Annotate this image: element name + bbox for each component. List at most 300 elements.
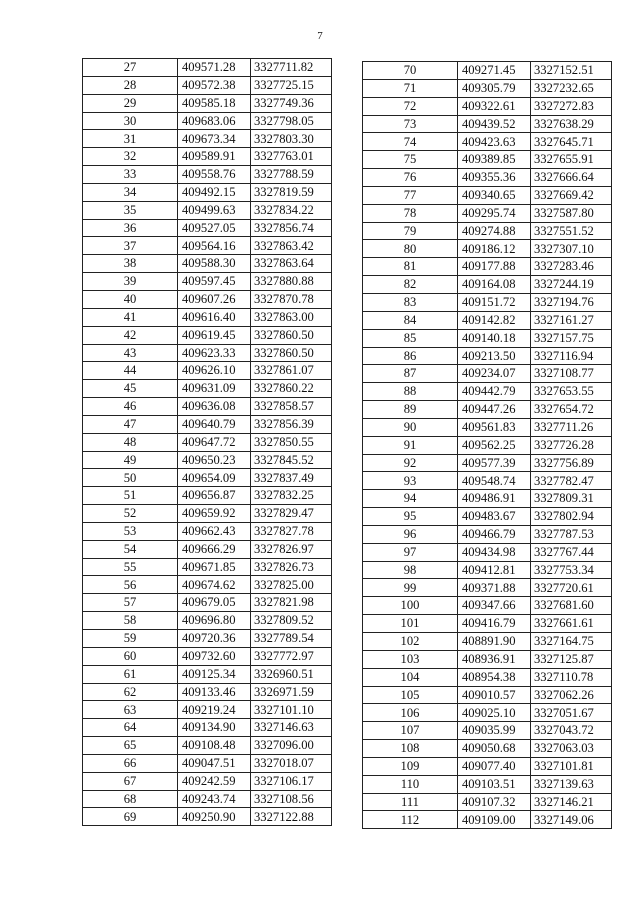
y-coordinate-cell: 3327788.59: [251, 166, 332, 184]
table-row: [83, 594, 332, 612]
x-coordinate-cell: 409164.08: [458, 276, 531, 294]
table-row: [83, 808, 332, 826]
x-coordinate-cell: 409047.51: [178, 754, 251, 772]
page-number: 7: [317, 30, 323, 42]
y-coordinate-cell: 3327860.50: [251, 344, 332, 362]
y-coordinate-cell: 3327829.47: [251, 505, 332, 523]
y-coordinate-cell: 3327307.10: [531, 240, 612, 258]
table-row: [363, 347, 612, 365]
point-number-cell: 66: [83, 754, 178, 772]
y-coordinate-cell: 3327232.65: [531, 79, 612, 97]
x-coordinate-cell: 409133.46: [178, 683, 251, 701]
table-row: [83, 76, 332, 94]
table-row: [363, 169, 612, 187]
table-row: [83, 558, 332, 576]
x-coordinate-cell: 409447.26: [458, 401, 531, 419]
table-row: [83, 326, 332, 344]
y-coordinate-cell: 3327244.19: [531, 276, 612, 294]
point-number-cell: 78: [363, 204, 458, 222]
table-row: [83, 398, 332, 416]
point-number-cell: 50: [83, 469, 178, 487]
x-coordinate-cell: 409732.60: [178, 647, 251, 665]
point-number-cell: 54: [83, 540, 178, 558]
table-row: [363, 686, 612, 704]
x-coordinate-cell: 409213.50: [458, 347, 531, 365]
y-coordinate-cell: 3327861.07: [251, 362, 332, 380]
x-coordinate-cell: 409186.12: [458, 240, 531, 258]
table-row: [83, 665, 332, 683]
x-coordinate-cell: 409647.72: [178, 433, 251, 451]
point-number-cell: 60: [83, 647, 178, 665]
point-number-cell: 42: [83, 326, 178, 344]
y-coordinate-cell: 3327681.60: [531, 597, 612, 615]
table-row: [83, 344, 332, 362]
point-number-cell: 72: [363, 97, 458, 115]
table-row: [363, 472, 612, 490]
y-coordinate-cell: 3327655.91: [531, 151, 612, 169]
x-coordinate-cell: 409631.09: [178, 380, 251, 398]
y-coordinate-cell: 3327826.97: [251, 540, 332, 558]
x-coordinate-cell: 409654.09: [178, 469, 251, 487]
table-row: [83, 112, 332, 130]
x-coordinate-cell: 409010.57: [458, 686, 531, 704]
table-row: [363, 276, 612, 294]
x-coordinate-cell: 409671.85: [178, 558, 251, 576]
y-coordinate-cell: 3327146.63: [251, 719, 332, 737]
x-coordinate-cell: 409142.82: [458, 311, 531, 329]
table-row: [83, 505, 332, 523]
point-number-cell: 86: [363, 347, 458, 365]
y-coordinate-cell: 3327194.76: [531, 293, 612, 311]
table-row: [83, 308, 332, 326]
x-coordinate-cell: 409666.29: [178, 540, 251, 558]
point-number-cell: 95: [363, 508, 458, 526]
table-row: [83, 166, 332, 184]
x-coordinate-cell: 409035.99: [458, 722, 531, 740]
table-row: [363, 240, 612, 258]
point-number-cell: 35: [83, 201, 178, 219]
point-number-cell: 58: [83, 612, 178, 630]
y-coordinate-cell: 3327767.44: [531, 543, 612, 561]
x-coordinate-cell: 409442.79: [458, 383, 531, 401]
point-number-cell: 45: [83, 380, 178, 398]
point-number-cell: 109: [363, 757, 458, 775]
table-row: [363, 615, 612, 633]
table-row: [363, 418, 612, 436]
table-row: [363, 775, 612, 793]
point-number-cell: 98: [363, 561, 458, 579]
point-number-cell: 67: [83, 772, 178, 790]
point-number-cell: 88: [363, 383, 458, 401]
y-coordinate-cell: 3327821.98: [251, 594, 332, 612]
table-row: [363, 740, 612, 758]
table-row: [363, 793, 612, 811]
x-coordinate-cell: 409271.45: [458, 62, 531, 80]
y-coordinate-cell: 3327272.83: [531, 97, 612, 115]
y-coordinate-cell: 3327711.26: [531, 418, 612, 436]
y-coordinate-cell: 3327096.00: [251, 737, 332, 755]
y-coordinate-cell: 3327157.75: [531, 329, 612, 347]
x-coordinate-cell: 409674.62: [178, 576, 251, 594]
table-row: [83, 451, 332, 469]
point-number-cell: 62: [83, 683, 178, 701]
table-row: [83, 754, 332, 772]
x-coordinate-cell: 409683.06: [178, 112, 251, 130]
y-coordinate-cell: 3327803.30: [251, 130, 332, 148]
point-number-cell: 33: [83, 166, 178, 184]
point-number-cell: 30: [83, 112, 178, 130]
table-row: [83, 647, 332, 665]
x-coordinate-cell: 409140.18: [458, 329, 531, 347]
x-coordinate-cell: 409548.74: [458, 472, 531, 490]
x-coordinate-cell: 409108.48: [178, 737, 251, 755]
y-coordinate-cell: 3327149.06: [531, 811, 612, 829]
point-number-cell: 44: [83, 362, 178, 380]
table-row: [363, 133, 612, 151]
y-coordinate-cell: 3327146.21: [531, 793, 612, 811]
y-coordinate-cell: 3327152.51: [531, 62, 612, 80]
point-number-cell: 85: [363, 329, 458, 347]
x-coordinate-cell: 409564.16: [178, 237, 251, 255]
x-coordinate-cell: 409588.30: [178, 255, 251, 273]
x-coordinate-cell: 409659.92: [178, 505, 251, 523]
point-number-cell: 29: [83, 94, 178, 112]
point-number-cell: 53: [83, 522, 178, 540]
point-number-cell: 69: [83, 808, 178, 826]
point-number-cell: 55: [83, 558, 178, 576]
x-coordinate-cell: 409423.63: [458, 133, 531, 151]
y-coordinate-cell: 3327763.01: [251, 148, 332, 166]
table-row: [363, 633, 612, 651]
y-coordinate-cell: 3327125.87: [531, 650, 612, 668]
y-coordinate-cell: 3327161.27: [531, 311, 612, 329]
y-coordinate-cell: 3327051.67: [531, 704, 612, 722]
point-number-cell: 27: [83, 59, 178, 77]
table-row: [363, 186, 612, 204]
x-coordinate-cell: 409134.90: [178, 719, 251, 737]
x-coordinate-cell: 409347.66: [458, 597, 531, 615]
point-number-cell: 90: [363, 418, 458, 436]
x-coordinate-cell: 409125.34: [178, 665, 251, 683]
table-row: [83, 612, 332, 630]
y-coordinate-cell: 3327825.00: [251, 576, 332, 594]
table-row: [363, 151, 612, 169]
x-coordinate-cell: 409571.28: [178, 59, 251, 77]
point-number-cell: 28: [83, 76, 178, 94]
point-number-cell: 40: [83, 290, 178, 308]
y-coordinate-cell: 3327787.53: [531, 525, 612, 543]
point-number-cell: 97: [363, 543, 458, 561]
x-coordinate-cell: 409572.38: [178, 76, 251, 94]
point-number-cell: 70: [363, 62, 458, 80]
x-coordinate-cell: 409589.91: [178, 148, 251, 166]
x-coordinate-cell: 409305.79: [458, 79, 531, 97]
y-coordinate-cell: 3327638.29: [531, 115, 612, 133]
y-coordinate-cell: 3326960.51: [251, 665, 332, 683]
y-coordinate-cell: 3327856.39: [251, 415, 332, 433]
table-row: [83, 380, 332, 398]
y-coordinate-cell: 3327726.28: [531, 436, 612, 454]
x-coordinate-cell: 409050.68: [458, 740, 531, 758]
point-number-cell: 49: [83, 451, 178, 469]
x-coordinate-cell: 409243.74: [178, 790, 251, 808]
table-row: [83, 148, 332, 166]
table-row: [83, 219, 332, 237]
table-row: [363, 115, 612, 133]
point-number-cell: 68: [83, 790, 178, 808]
table-row: [363, 722, 612, 740]
y-coordinate-cell: 3327283.46: [531, 258, 612, 276]
point-number-cell: 82: [363, 276, 458, 294]
table-row: [363, 401, 612, 419]
y-coordinate-cell: 3327863.00: [251, 308, 332, 326]
x-coordinate-cell: 409250.90: [178, 808, 251, 826]
y-coordinate-cell: 3327725.15: [251, 76, 332, 94]
x-coordinate-cell: 409561.83: [458, 418, 531, 436]
table-row: [83, 487, 332, 505]
x-coordinate-cell: 409389.85: [458, 151, 531, 169]
y-coordinate-cell: 3327753.34: [531, 561, 612, 579]
y-coordinate-cell: 3327809.31: [531, 490, 612, 508]
point-number-cell: 38: [83, 255, 178, 273]
y-coordinate-cell: 3327164.75: [531, 633, 612, 651]
point-number-cell: 34: [83, 183, 178, 201]
table-row: [83, 255, 332, 273]
point-number-cell: 92: [363, 454, 458, 472]
x-coordinate-cell: 409412.81: [458, 561, 531, 579]
point-number-cell: 48: [83, 433, 178, 451]
point-number-cell: 43: [83, 344, 178, 362]
table-row: [83, 737, 332, 755]
point-number-cell: 89: [363, 401, 458, 419]
table-row: [363, 811, 612, 829]
y-coordinate-cell: 3327122.88: [251, 808, 332, 826]
coordinates-table-left: [82, 58, 332, 826]
x-coordinate-cell: 409492.15: [178, 183, 251, 201]
table-row: [363, 597, 612, 615]
point-number-cell: 110: [363, 775, 458, 793]
x-coordinate-cell: 409434.98: [458, 543, 531, 561]
x-coordinate-cell: 409623.33: [178, 344, 251, 362]
y-coordinate-cell: 3327850.55: [251, 433, 332, 451]
table-row: [83, 273, 332, 291]
table-row: [83, 790, 332, 808]
y-coordinate-cell: 3326971.59: [251, 683, 332, 701]
x-coordinate-cell: 409636.08: [178, 398, 251, 416]
table-row: [363, 79, 612, 97]
point-number-cell: 99: [363, 579, 458, 597]
point-number-cell: 37: [83, 237, 178, 255]
point-number-cell: 79: [363, 222, 458, 240]
y-coordinate-cell: 3327832.25: [251, 487, 332, 505]
x-coordinate-cell: 409371.88: [458, 579, 531, 597]
point-number-cell: 94: [363, 490, 458, 508]
point-number-cell: 36: [83, 219, 178, 237]
y-coordinate-cell: 3327860.22: [251, 380, 332, 398]
point-number-cell: 56: [83, 576, 178, 594]
table-row: [83, 772, 332, 790]
point-number-cell: 71: [363, 79, 458, 97]
y-coordinate-cell: 3327661.61: [531, 615, 612, 633]
y-coordinate-cell: 3327063.03: [531, 740, 612, 758]
table-row: [83, 522, 332, 540]
y-coordinate-cell: 3327106.17: [251, 772, 332, 790]
y-coordinate-cell: 3327856.74: [251, 219, 332, 237]
y-coordinate-cell: 3327834.22: [251, 201, 332, 219]
y-coordinate-cell: 3327645.71: [531, 133, 612, 151]
y-coordinate-cell: 3327101.81: [531, 757, 612, 775]
y-coordinate-cell: 3327720.61: [531, 579, 612, 597]
point-number-cell: 39: [83, 273, 178, 291]
point-number-cell: 83: [363, 293, 458, 311]
point-number-cell: 63: [83, 701, 178, 719]
x-coordinate-cell: 408891.90: [458, 633, 531, 651]
table-row: [363, 561, 612, 579]
point-number-cell: 80: [363, 240, 458, 258]
y-coordinate-cell: 3327802.94: [531, 508, 612, 526]
point-number-cell: 75: [363, 151, 458, 169]
point-number-cell: 91: [363, 436, 458, 454]
table-row: [363, 97, 612, 115]
x-coordinate-cell: 409219.24: [178, 701, 251, 719]
point-number-cell: 96: [363, 525, 458, 543]
x-coordinate-cell: 409616.40: [178, 308, 251, 326]
x-coordinate-cell: 409274.88: [458, 222, 531, 240]
x-coordinate-cell: 409607.26: [178, 290, 251, 308]
y-coordinate-cell: 3327819.59: [251, 183, 332, 201]
x-coordinate-cell: 409640.79: [178, 415, 251, 433]
point-number-cell: 107: [363, 722, 458, 740]
table-row: [83, 630, 332, 648]
table-row: [363, 258, 612, 276]
y-coordinate-cell: 3327110.78: [531, 668, 612, 686]
y-coordinate-cell: 3327809.52: [251, 612, 332, 630]
table-row: [363, 543, 612, 561]
point-number-cell: 59: [83, 630, 178, 648]
x-coordinate-cell: 409527.05: [178, 219, 251, 237]
table-row: [363, 293, 612, 311]
y-coordinate-cell: 3327772.97: [251, 647, 332, 665]
table-row: [363, 704, 612, 722]
x-coordinate-cell: 409340.65: [458, 186, 531, 204]
x-coordinate-cell: 409151.72: [458, 293, 531, 311]
y-coordinate-cell: 3327870.78: [251, 290, 332, 308]
x-coordinate-cell: 409242.59: [178, 772, 251, 790]
point-number-cell: 106: [363, 704, 458, 722]
table-row: [83, 719, 332, 737]
x-coordinate-cell: 409662.43: [178, 522, 251, 540]
point-number-cell: 73: [363, 115, 458, 133]
point-number-cell: 31: [83, 130, 178, 148]
table-row: [363, 222, 612, 240]
y-coordinate-cell: 3327669.42: [531, 186, 612, 204]
y-coordinate-cell: 3327654.72: [531, 401, 612, 419]
y-coordinate-cell: 3327782.47: [531, 472, 612, 490]
x-coordinate-cell: 408936.91: [458, 650, 531, 668]
x-coordinate-cell: 409720.36: [178, 630, 251, 648]
x-coordinate-cell: 409577.39: [458, 454, 531, 472]
x-coordinate-cell: 408954.38: [458, 668, 531, 686]
y-coordinate-cell: 3327101.10: [251, 701, 332, 719]
point-number-cell: 103: [363, 650, 458, 668]
table-row: [83, 576, 332, 594]
table-row: [363, 454, 612, 472]
x-coordinate-cell: 409295.74: [458, 204, 531, 222]
y-coordinate-cell: 3327827.78: [251, 522, 332, 540]
x-coordinate-cell: 409177.88: [458, 258, 531, 276]
table-row: [83, 130, 332, 148]
table-row: [363, 650, 612, 668]
point-number-cell: 100: [363, 597, 458, 615]
y-coordinate-cell: 3327756.89: [531, 454, 612, 472]
y-coordinate-cell: 3327551.52: [531, 222, 612, 240]
x-coordinate-cell: 409103.51: [458, 775, 531, 793]
x-coordinate-cell: 409597.45: [178, 273, 251, 291]
y-coordinate-cell: 3327018.07: [251, 754, 332, 772]
x-coordinate-cell: 409558.76: [178, 166, 251, 184]
x-coordinate-cell: 409619.45: [178, 326, 251, 344]
point-number-cell: 47: [83, 415, 178, 433]
y-coordinate-cell: 3327789.54: [251, 630, 332, 648]
table-row: [83, 183, 332, 201]
table-row: [83, 94, 332, 112]
x-coordinate-cell: 409322.61: [458, 97, 531, 115]
table-row: [363, 383, 612, 401]
y-coordinate-cell: 3327798.05: [251, 112, 332, 130]
point-number-cell: 108: [363, 740, 458, 758]
point-number-cell: 77: [363, 186, 458, 204]
x-coordinate-cell: 409679.05: [178, 594, 251, 612]
x-coordinate-cell: 409499.63: [178, 201, 251, 219]
x-coordinate-cell: 409626.10: [178, 362, 251, 380]
y-coordinate-cell: 3327666.64: [531, 169, 612, 187]
table-row: [363, 329, 612, 347]
table-row: [363, 436, 612, 454]
table-row: [83, 201, 332, 219]
table-row: [363, 62, 612, 80]
table-row: [363, 311, 612, 329]
point-number-cell: 46: [83, 398, 178, 416]
point-number-cell: 111: [363, 793, 458, 811]
y-coordinate-cell: 3327845.52: [251, 451, 332, 469]
table-row: [83, 433, 332, 451]
point-number-cell: 65: [83, 737, 178, 755]
x-coordinate-cell: 409673.34: [178, 130, 251, 148]
table-row: [83, 59, 332, 77]
x-coordinate-cell: 409486.91: [458, 490, 531, 508]
y-coordinate-cell: 3327108.56: [251, 790, 332, 808]
table-row: [83, 237, 332, 255]
point-number-cell: 101: [363, 615, 458, 633]
x-coordinate-cell: 409439.52: [458, 115, 531, 133]
y-coordinate-cell: 3327860.50: [251, 326, 332, 344]
coordinates-table-right: [362, 61, 612, 829]
point-number-cell: 61: [83, 665, 178, 683]
x-coordinate-cell: 409355.36: [458, 169, 531, 187]
y-coordinate-cell: 3327062.26: [531, 686, 612, 704]
y-coordinate-cell: 3327863.42: [251, 237, 332, 255]
y-coordinate-cell: 3327108.77: [531, 365, 612, 383]
point-number-cell: 76: [363, 169, 458, 187]
point-number-cell: 93: [363, 472, 458, 490]
y-coordinate-cell: 3327653.55: [531, 383, 612, 401]
y-coordinate-cell: 3327826.73: [251, 558, 332, 576]
point-number-cell: 52: [83, 505, 178, 523]
table-row: [363, 668, 612, 686]
x-coordinate-cell: 409416.79: [458, 615, 531, 633]
x-coordinate-cell: 409562.25: [458, 436, 531, 454]
point-number-cell: 32: [83, 148, 178, 166]
